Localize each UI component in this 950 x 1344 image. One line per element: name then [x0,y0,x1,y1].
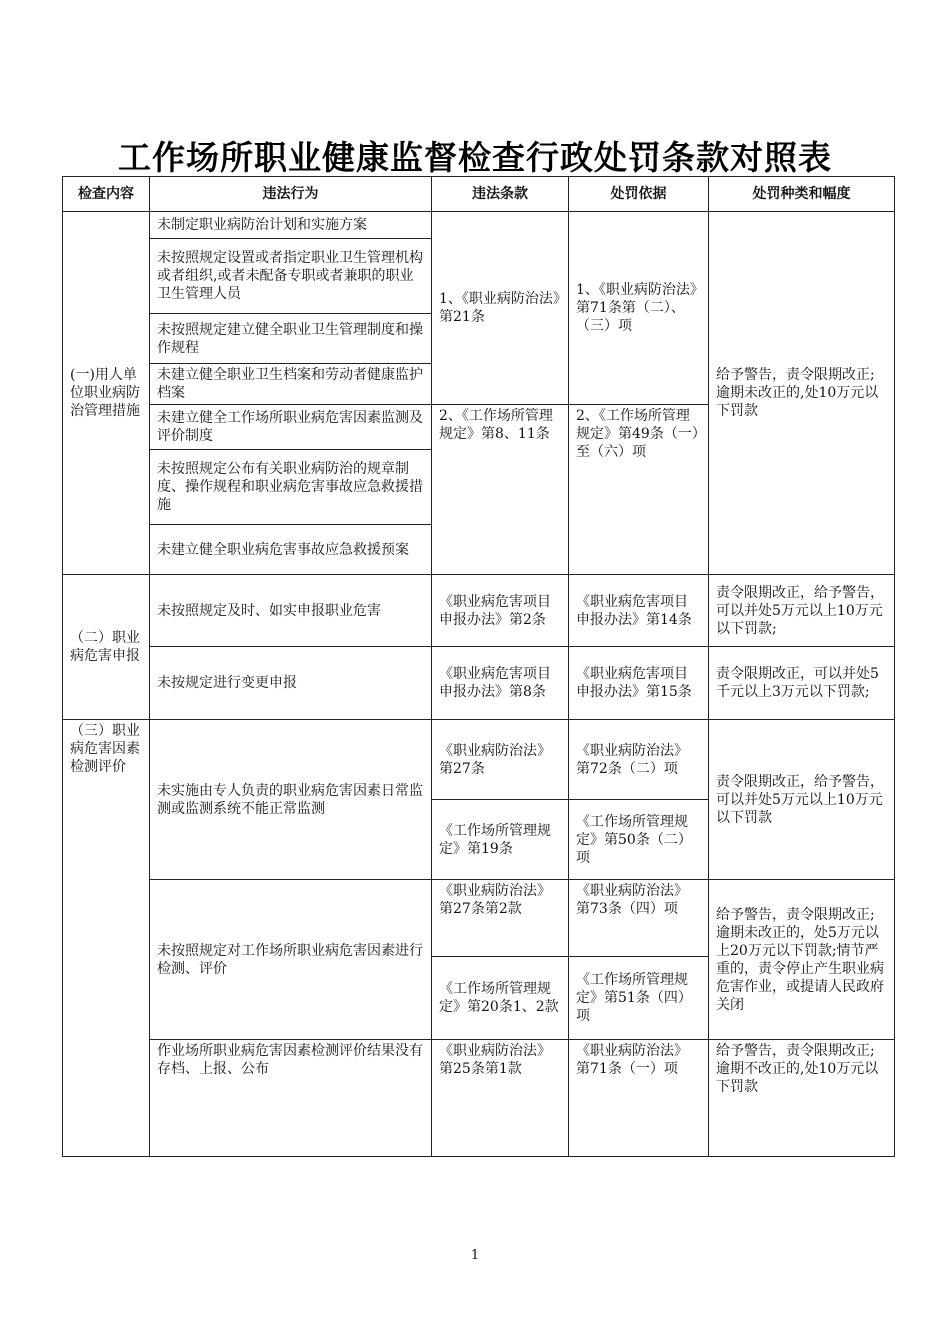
s1-clause-1: 1、《职业病防治法》第21条 [432,212,569,405]
s1-act: 未建立健全职业病危害事故应急救援预案 [150,525,432,575]
page-title: 工作场所职业健康监督检查行政处罚条款对照表 [118,138,832,177]
header-penalty: 处罚种类和幅度 [709,177,895,212]
s1-act: 未按照规定设置或者指定职业卫生管理机构或者组织,或者未配备专职或者兼职的职业卫生管理人员 [150,239,432,314]
s1-clause-2: 2、《工作场所管理规定》第8、11条 [432,405,569,575]
s3-content: （三）职业病危害因素检测评价 [63,720,150,1157]
s3-basis: 《职业病防治法》第73条（四）项 [569,880,709,957]
s2-act: 未按规定进行变更申报 [150,647,432,720]
page-number: 1 [470,1248,480,1263]
s3-act: 作业场所职业病危害因素检测评价结果没有存档、上报、公布 [150,1040,432,1157]
table-row [63,720,895,800]
header-content: 检查内容 [63,177,150,212]
table-row [63,647,895,720]
s3-penalty: 给予警告，责令限期改正;逾期未改正的，处5万元以上20万元以下罚款;情节严重的，责令停止产生职业病危害作业，或提请人民政府关闭 [709,880,895,1040]
s2-penalty: 责令限期改正，给予警告，可以并处5万元以上10万元以下罚款; [709,575,895,647]
s1-act: 未按照规定建立健全职业卫生管理制度和操作规程 [150,314,432,364]
s1-basis-2: 2、《工作场所管理规定》第49条（一）至（六）项 [569,405,709,575]
s3-basis: 《工作场所管理规定》第51条（四）项 [569,957,709,1040]
s1-content: (一)用人单位职业病防治管理措施 [63,212,150,575]
penalty-table [62,176,895,1157]
s3-clause: 《工作场所管理规定》第19条 [432,800,569,880]
s3-penalty: 给予警告，责令限期改正;逾期不改正的,处10万元以下罚款 [709,1040,895,1157]
s3-basis: 《职业病防治法》第72条（二）项 [569,720,709,800]
s2-basis: 《职业病危害项目申报办法》第15条 [569,647,709,720]
s1-act: 未按照规定公布有关职业病防治的规章制度、操作规程和职业病危害事故应急救援措施 [150,450,432,525]
s2-basis: 《职业病危害项目申报办法》第14条 [569,575,709,647]
header-act: 违法行为 [150,177,432,212]
s3-basis: 《职业病防治法》第71条（一）项 [569,1040,709,1157]
s2-act: 未按照规定及时、如实申报职业危害 [150,575,432,647]
s3-clause: 《工作场所管理规定》第20条1、2款 [432,957,569,1040]
s2-clause: 《职业病危害项目申报办法》第8条 [432,647,569,720]
s1-act: 未建立健全职业卫生档案和劳动者健康监护档案 [150,364,432,405]
table-row [63,575,895,647]
s3-clause: 《职业病防治法》第27条 [432,720,569,800]
table-row [63,1040,895,1157]
s1-act: 未建立健全工作场所职业病危害因素监测及评价制度 [150,405,432,450]
s1-basis-1: 1、《职业病防治法》第71条第（二）、（三）项 [569,212,709,405]
s2-clause: 《职业病危害项目申报办法》第2条 [432,575,569,647]
table-row [63,880,895,957]
s3-basis: 《工作场所管理规定》第50条（二）项 [569,800,709,880]
s3-clause: 《职业病防治法》第25条第1款 [432,1040,569,1157]
s2-penalty: 责令限期改正，可以并处5千元以上3万元以下罚款; [709,647,895,720]
s1-penalty: 给予警告，责令限期改正;逾期未改正的,处10万元以下罚款 [709,212,895,575]
header-row [63,177,895,212]
header-clause: 违法条款 [432,177,569,212]
s3-clause: 《职业病防治法》第27条第2款 [432,880,569,957]
s3-act: 未按照规定对工作场所职业病危害因素进行检测、评价 [150,880,432,1040]
s2-content: （二）职业病危害申报 [63,575,150,720]
s3-penalty: 责令限期改正，给予警告，可以并处5万元以上10万元以下罚款 [709,720,895,880]
s3-act: 未实施由专人负责的职业病危害因素日常监测或监测系统不能正常监测 [150,720,432,880]
header-basis: 处罚依据 [569,177,709,212]
s1-act: 未制定职业病防治计划和实施方案 [150,212,432,239]
table-row [63,212,895,239]
